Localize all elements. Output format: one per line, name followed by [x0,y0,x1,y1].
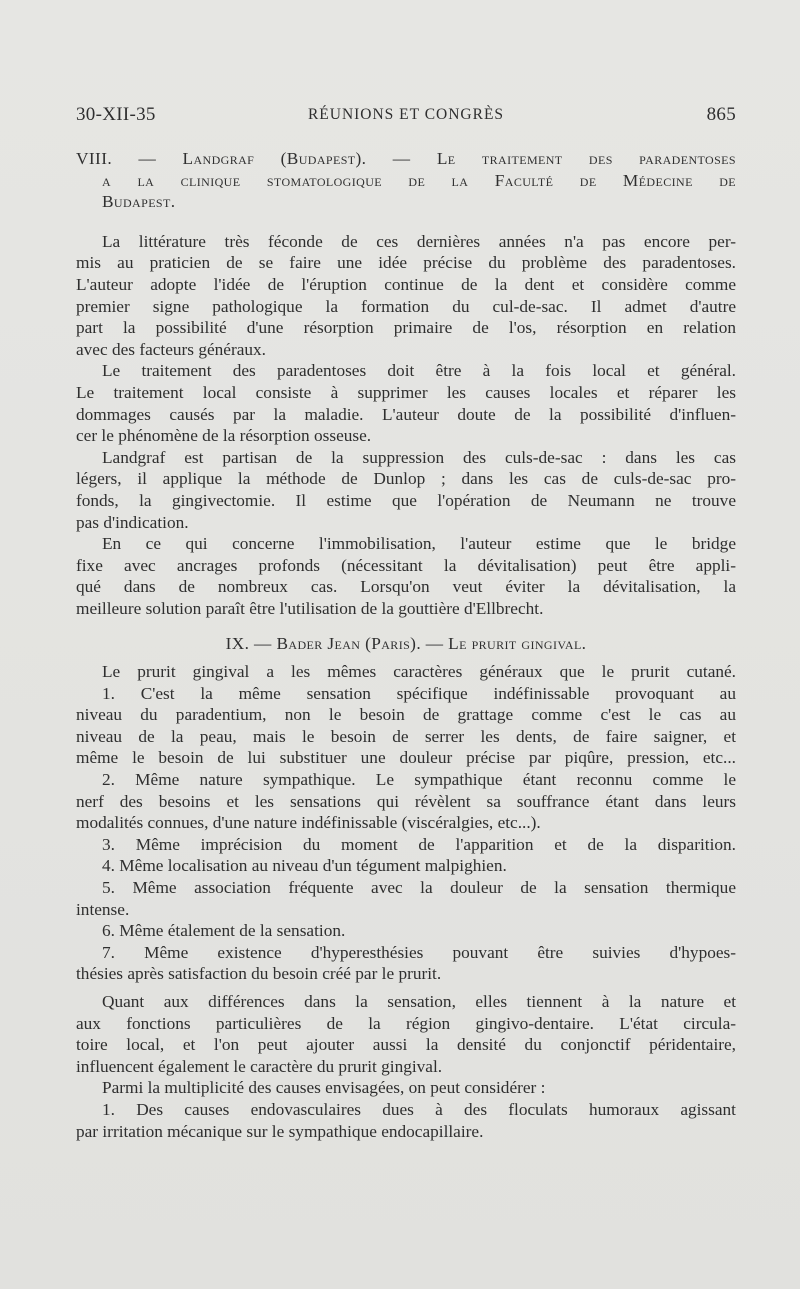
page-number: 865 [706,104,736,125]
text-line: pas d'indication. [76,512,189,532]
text-line: influencent également le caractère du prurit gingival. [76,1056,443,1076]
text-line: 2. Même nature sympathique. Le sympathique étant reconnu comme le [102,770,736,790]
text-line: 1. C'est la même sensation spécifique indéfinissable provoquant au [102,683,736,703]
section-9-cause-1 [76,1099,736,1142]
text-line: fixe avec ancrages profonds (nécessitant la dévitalisation) peut être appli- [76,555,736,575]
text-line: aux fonctions particulières de la région gingivo-dentaire. L'état circula- [76,1013,736,1033]
header-section-title: RÉUNIONS ET CONGRÈS [307,106,505,123]
text-line: nerf des besoins et les sensations qui révèlent sa souffrance étant dans leurs [76,791,736,811]
section-9-differences-paragraph [76,991,736,1077]
text-line: dommages causés par la maladie. L'auteur doute de la possibilité d'influen- [76,404,736,424]
section-8-title-line: Budapest. [102,192,176,212]
text-line: fonds, la gingivectomie. Il estime que l'opération de Neumann ne trouve [76,490,736,510]
section-9-item-4: 4. Même localisation au niveau d'un tégument malpighien. [102,856,507,876]
section-8-title [76,148,736,213]
text-line: qué dans de nombreux cas. Lorsqu'on veut éviter la dévitalisation, la [76,577,736,597]
text-line: par irritation mécanique sur le sympathique endocapillaire. [76,1121,484,1141]
text-line: toire local, et l'on peut ajouter aussi la densité du conjonctif péridentaire, [76,1035,736,1055]
text-line: 5. Même association fréquente avec la douleur de la sensation thermique [102,878,736,897]
section-9-title: IX. — Bader Jean (Paris). — Le prurit gingival. [225,634,587,654]
running-header [76,104,736,132]
section-9-item-2 [76,769,736,834]
text-line: avec des facteurs généraux. [76,339,266,359]
text-line: thésies après satisfaction du besoin créé par le prurit. [76,964,442,984]
text-line: modalités connues, d'une nature indéfinissable (viscéralgies, etc...). [76,813,541,833]
text-line: En ce qui concerne l'immobilisation, l'auteur estime que le bridge [102,534,736,554]
section-9-item-3: 3. Même imprécision du moment de l'apparition et de la disparition. [102,834,736,854]
text-line: 7. Même existence d'hyperesthésies pouvant être suivies d'hypoes- [102,942,736,962]
section-9-item-5 [76,877,736,920]
header-date: 30-XII-35 [76,104,156,125]
text-line: Le prurit gingival a les mêmes caractères généraux que le prurit cutané. [102,662,736,682]
text-line: 1. Des causes endovasculaires dues à des floculats humoraux agissant [102,1099,736,1119]
text-line: Landgraf est partisan de la suppression des culs-de-sac : dans les cas [102,447,736,467]
section-8-paragraph-2 [76,360,736,446]
text-line: La littérature très féconde de ces dernières années n'a pas encore per- [102,231,736,251]
section-8-title-line: VIII. — Landgraf (Budapest). — Le traitement des paradentoses [76,149,736,168]
text-line: premier signe pathologique la formation du cul-de-sac. Il admet d'autre [76,296,736,316]
text-line: part la possibilité d'une résorption primaire de l'os, résorption en relation [76,318,736,338]
text-line: même le besoin de lui substituer une douleur précise par piqûre, pression, etc... [76,748,736,768]
text-line: intense. [76,899,130,919]
section-9-item-7 [76,942,736,985]
section-8-paragraph-1 [76,231,736,361]
section-9-item-1 [76,683,736,769]
text-line: Le traitement des paradentoses doit être à la fois local et général. [102,361,736,381]
text-line: niveau du paradentium, non le besoin de grattage comme c'est le cas au [76,705,736,725]
section-9-causes-intro: Parmi la multiplicité des causes envisagées, on peut considérer : [102,1078,546,1098]
section-8-paragraph-4 [76,533,736,619]
text-line: Quant aux différences dans la sensation, elles tiennent à la nature et [102,991,736,1011]
section-8-title-line: a la clinique stomatologique de la Faculté de Médecine de [102,170,736,190]
text-line: légers, il applique la méthode de Dunlop ; dans les cas de culs-de-sac pro- [76,469,736,489]
text-line: cer le phénomène de la résorption osseuse. [76,426,372,446]
text-line: mis au praticien de se faire une idée précise du problème des paradentoses. [76,253,736,273]
section-9-item-6: 6. Même étalement de la sensation. [102,921,346,941]
section-9-intro [76,661,736,683]
text-line: meilleure solution paraît être l'utilisation de la gouttière d'Ellbrecht. [76,598,544,618]
text-line: niveau de la peau, mais le besoin de serrer les dents, de faire saigner, et [76,726,736,746]
text-line: L'auteur adopte l'idée de l'éruption continue de la dent et considère comme [76,274,736,294]
section-8-paragraph-3 [76,447,736,533]
page-body [76,148,736,1142]
text-line: Le traitement local consiste à supprimer les causes locales et réparer les [76,382,736,402]
